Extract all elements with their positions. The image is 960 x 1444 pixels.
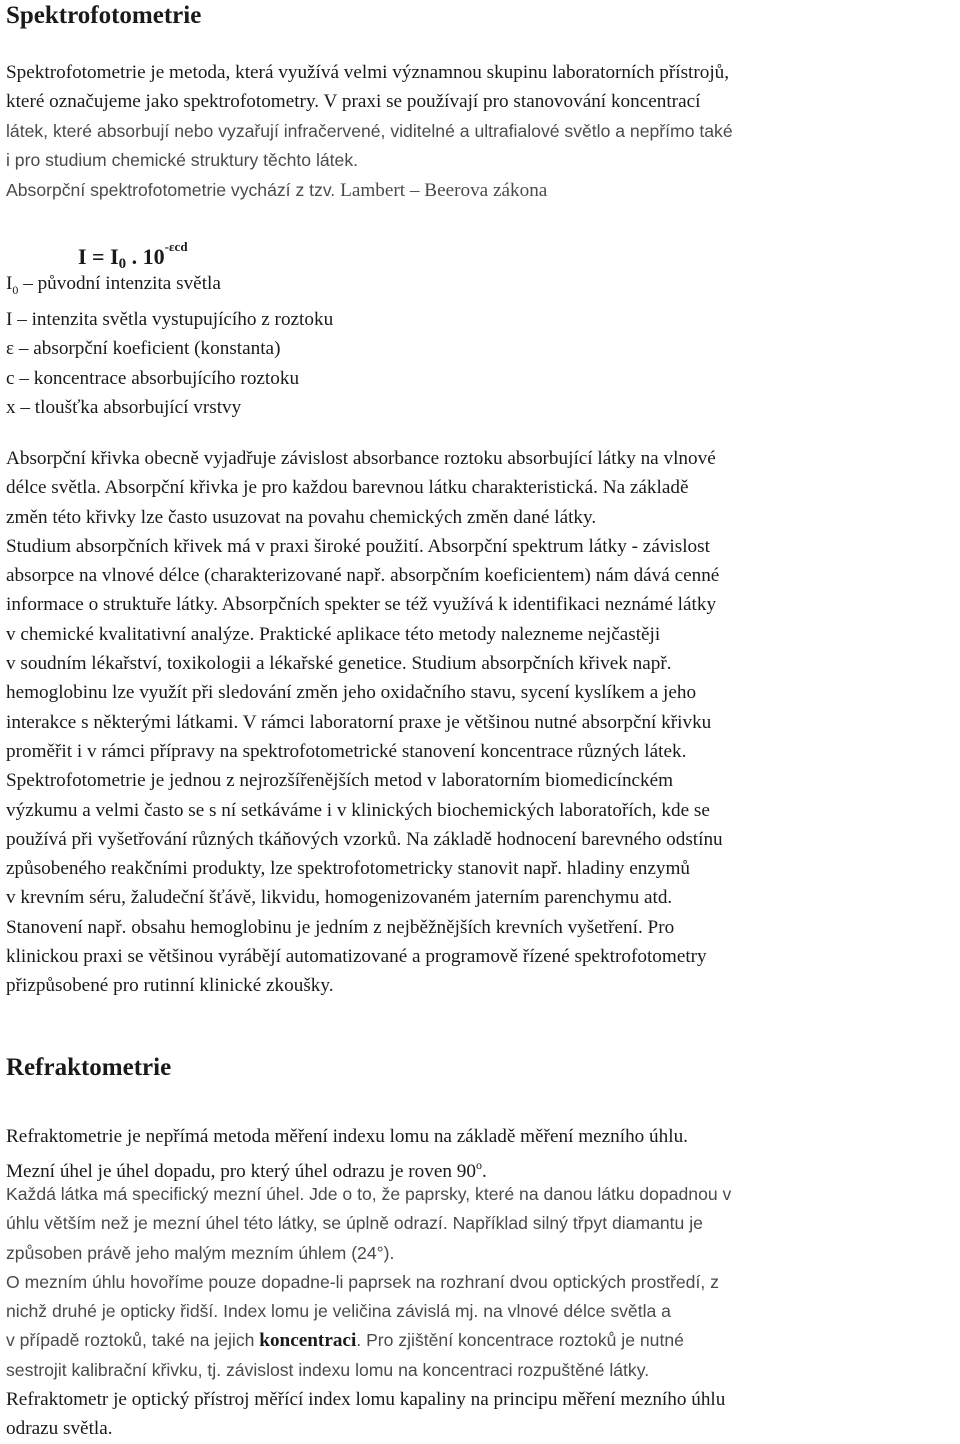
text-span: Absorpční spektrofotometrie vychází z tzv. <box>6 179 341 200</box>
def-text: – tloušťka absorbující vrstvy <box>15 397 242 419</box>
text-line: v krevním séru, žaludeční šťávě, likvidu, homogenizovaném jaterním parenchymu atd. <box>6 887 673 909</box>
definition-item <box>6 364 333 393</box>
text-line: Absorpční křivka obecně vyjadřuje závislost absorbance roztoku absorbující látky na vlnové <box>6 448 716 469</box>
text-line: hemoglobinu lze využít při sledování změn jeho oxidačního stavu, sycení kyslíkem a jeho <box>6 682 697 704</box>
emphasis-koncentraci: koncentraci <box>259 1330 357 1352</box>
text-span: . <box>481 1161 487 1183</box>
refraktometrie-intro <box>6 1122 688 1187</box>
text-line: způsobeného reakčními produkty, lze spektrofotometricky stanovit např. hladiny enzymů <box>6 858 690 880</box>
text-span: . Pro zjištění koncentrace roztoků je nutné <box>356 1330 684 1351</box>
section-title-spektrofotometrie: Spektrofotometrie <box>6 2 202 29</box>
text-span: Mezní úhel je úhel dopadu, pro který úhel odrazu je roven 90 <box>6 1161 476 1183</box>
text-line: látek, které absorbují nebo vyzařují infračervené, viditelné a ultrafialové světlo a nepřímo také <box>6 121 733 141</box>
text-line <box>6 176 733 205</box>
definition-item <box>6 269 333 305</box>
text-line: Refraktometrie je nepřímá metoda měření indexu lomu na základě měření mezního úhlu. <box>6 1126 688 1147</box>
text-line: klinickou praxi se většinou vyrábějí automatizované a programově řízené spektrofotometry <box>6 946 707 968</box>
definition-item <box>6 393 333 422</box>
text-line: Studium absorpčních křivek má v praxi široké použití. Absorpční spektrum látky - závislost <box>6 535 710 557</box>
def-text: – intenzita světla vystupujícího z roztoku <box>12 309 334 331</box>
degree-superscript: o <box>475 1158 482 1173</box>
def-text: – původní intenzita světla <box>18 273 221 294</box>
text-line: způsoben právě jeho malým mezním úhlem (24°). <box>6 1242 395 1263</box>
text-line: Každá látka má specifický mezní úhel. Jde o to, že paprsky, které na danou látku dopadnou v <box>6 1184 732 1204</box>
formula-lhs: I = I <box>78 244 119 269</box>
def-text: – koncentrace absorbujícího roztoku <box>14 367 300 389</box>
text-span: v případě roztoků, také na jejich <box>6 1330 260 1351</box>
body-paragraph <box>6 444 723 1001</box>
text-line: používá při vyšetřování různých tkáňových vzorků. Na základě hodnocení barevného odstínu <box>6 828 723 850</box>
text-line: změn této křivky lze často usuzovat na povahu chemických změn dané látky. <box>6 506 597 528</box>
refraktometrie-sans-paragraph <box>6 1180 731 1385</box>
text-line: přizpůsobené pro rutinní klinické zkoušky. <box>6 975 334 997</box>
definitions-list <box>6 269 333 422</box>
intro-paragraph <box>6 58 729 117</box>
text-line: výzkumu a velmi často se s ní setkáváme i v klinických biochemických laboratořích, kde se <box>6 799 710 821</box>
text-line: délce světla. Absorpční křivka je pro každou barevnou látku charakteristická. Na základě <box>6 477 689 499</box>
def-symbol: c <box>6 367 15 389</box>
text-line: nichž druhé je opticky řidší. Index lomu je veličina závislá mj. na vlnové délce světla a <box>6 1301 671 1322</box>
formula-subscript: 0 <box>118 256 127 272</box>
lambert-beer-law-label: Lambert – Beerova zákona <box>340 179 548 201</box>
text-line: v chemické kvalitativní analýze. Praktické aplikace této metody nalezneme nejčastěji <box>6 623 661 645</box>
text-line: i pro studium chemické struktury těchto látek. <box>6 150 359 171</box>
text-line: absorpce na vlnové délce (charakterizované např. absorpčním koeficientem) nám dává cenné <box>6 565 720 587</box>
def-symbol: I <box>6 273 13 294</box>
text-line: proměřit i v rámci přípravy na spektrofotometrické stanovení koncentrace různých látek. <box>6 740 687 762</box>
definition-item <box>6 305 333 334</box>
def-symbol: x <box>6 397 16 419</box>
text-line: Spektrofotometrie je jednou z nejrozšířenějších metod v laboratorním biomedicínckém <box>6 770 674 792</box>
def-subscript: 0 <box>12 282 19 297</box>
text-line: informace o struktuře látky. Absorpčních spekter se též využívá k identifikaci neznámé látky <box>6 594 717 616</box>
text-line: sestrojit kalibrační křivku, tj. závislost indexu lomu na koncentraci rozpuštěné látky. <box>6 1359 650 1380</box>
text-line <box>6 1326 731 1355</box>
text-line: Spektrofotometrie je metoda, která využívá velmi významnou skupinu laboratorních přístrojů, <box>6 62 730 83</box>
text-line: které označujeme jako spektrofotometry. V praxi se používají pro stanovování koncentrací <box>6 91 701 113</box>
definition-item <box>6 334 333 363</box>
text-line: úhlu větším než je mezní úhel této látky, se úplně odrazí. Například silný třpyt diamantu je <box>6 1213 703 1234</box>
def-text: – absorpční koeficient (konstanta) <box>14 338 281 360</box>
text-line: Stanovení např. obsahu hemoglobinu je jedním z nejběžnějších krevních vyšetření. Pro <box>6 916 675 938</box>
section-title-refraktometrie: Refraktometrie <box>6 1054 172 1081</box>
def-symbol: ε <box>6 338 15 360</box>
formula-base: . 10 <box>126 244 165 269</box>
refraktometr-paragraph <box>6 1385 725 1444</box>
text-line: odrazu světla. <box>6 1418 113 1440</box>
text-line: Refraktometr je optický přístroj měřící index lomu kapaliny na principu měření mezního úhlu <box>6 1389 726 1410</box>
text-line: O mezním úhlu hovoříme pouze dopadne-li paprsek na rozhraní dvou optických prostředí, z <box>6 1271 719 1292</box>
intro-sans-paragraph <box>6 117 733 205</box>
formula-exponent: -εcd <box>164 239 188 254</box>
text-line: v soudním lékařství, toxikologii a lékařské genetice. Studium absorpčních křivek např. <box>6 653 672 675</box>
def-symbol: I <box>6 309 13 331</box>
text-line: interakce s některými látkami. V rámci laboratorní praxe je většinou nutné absorpční křivku <box>6 711 712 733</box>
